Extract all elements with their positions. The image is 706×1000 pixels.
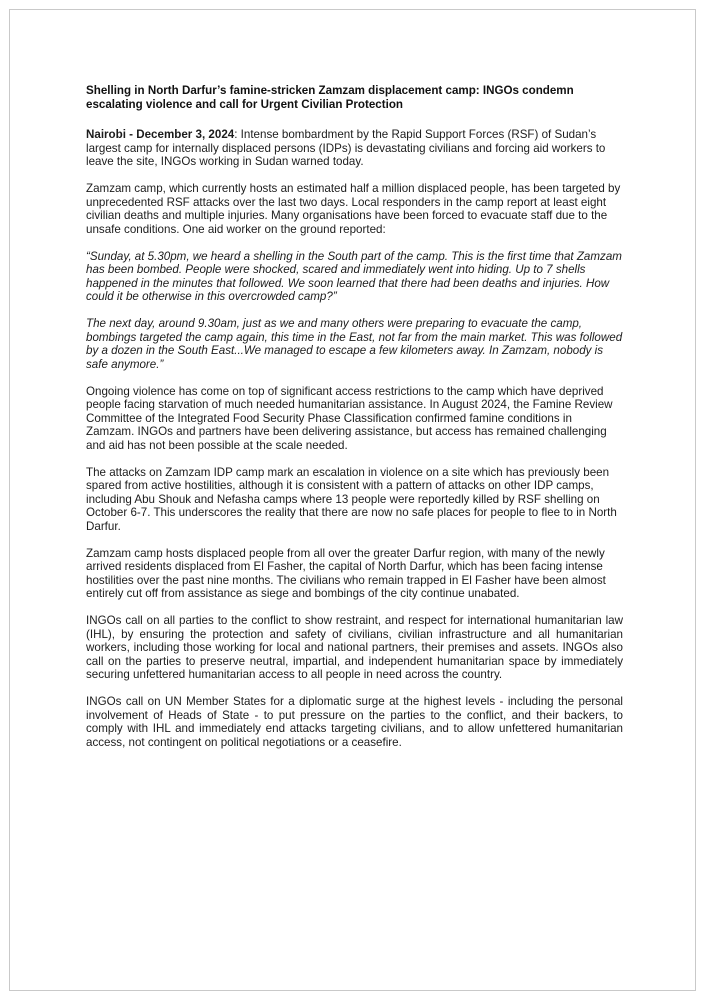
document-title: Shelling in North Darfur’s famine-stricken Zamzam displacement camp: INGOs condemn escalating violence and call for Urgent Civilian Protection [86, 84, 574, 111]
paragraph-access-restrictions: Ongoing violence has come on top of significant access restrictions to the camp which have deprived people facing starvation of much needed humanitarian assistance. In August 2024, the Famine Review Committee of the Integrated Food Security Phase Classification confirmed famine conditions in Zamzam. INGOs and partners have been delivering assistance, but access has remained challenging and aid has not been possible at the scale needed. [86, 384, 613, 452]
paragraph-call-on-un: INGOs call on UN Member States for a diplomatic surge at the highest levels - including the personal involvement of Heads of State - to put pressure on the parties to the conflict, and their backers, to comply with IHL and immediately end attacks targeting civilians, and to allow unfettered humanitarian access, not contingent on political negotiations or a ceasefire. [86, 695, 623, 749]
dateline-paragraph [86, 128, 623, 169]
paragraph-escalation: The attacks on Zamzam IDP camp mark an escalation in violence on a site which has previously been spared from active hostilities, although it is consistent with a pattern of attacks on other IDP camps, including Abu Shouk and Nefasha camps where 13 people were reportedly killed by RSF shelling on October 6-7. This underscores the reality that there are now no safe places for people to flee to in North Darfur. [86, 465, 617, 533]
dateline: Nairobi - December 3, 2024 [86, 128, 235, 141]
dateline-rest: : Intense bombardment by the Rapid Support Forces (RSF) of Sudan’s largest camp for internally displaced persons (IDPs) is devastating civilians and forcing aid workers to leave the site, INGOs working in Sudan warned today. [86, 128, 606, 168]
press-release-body [86, 84, 623, 763]
paragraph-call-on-parties: INGOs call on all parties to the conflict to show restraint, and respect for international humanitarian law (IHL), by ensuring the protection and safety of civilians, civilian infrastructure and all humanitarian workers, including those working for local and national partners, their premises and assets. INGOs also call on the parties to preserve neutral, impartial, and independent humanitarian space by immediately securing unfettered humanitarian access to all people in need across the country. [86, 614, 623, 681]
paragraph-camp-hosts: Zamzam camp hosts displaced people from all over the greater Darfur region, with many of the newly arrived residents displaced from El Fasher, the capital of North Darfur, which has been facing intense hostilities over the past nine months. The civilians who remain trapped in El Fasher have been almost entirely cut off from assistance as siege and bombings of the city continue unabated. [86, 546, 606, 600]
quote-paragraph-1: “Sunday, at 5.30pm, we heard a shelling in the South part of the camp. This is the first time that Zamzam has been bombed. People were shocked, scared and immediately went into hiding. Up to 7 shells happened in the minutes that followed. We soon learned that there had been deaths and injuries. How could it be otherwise in this overcrowded camp?” [86, 249, 622, 303]
quote-paragraph-2: The next day, around 9.30am, just as we and many others were preparing to evacuate the camp, bombings targeted the camp again, this time in the East, not far from the main market. This was followed by a dozen in the South East...We managed to escape a few kilometers away. In Zamzam, nobody is safe anymore.” [86, 317, 623, 371]
paragraph-camp-attack: Zamzam camp, which currently hosts an estimated half a million displaced people, has been targeted by unprecedented RSF attacks over the last two days. Local responders in the camp report at least eight civilian deaths and multiple injuries. Many organisations have been forced to evacuate staff due to the unsafe conditions. One aid worker on the ground reported: [86, 182, 621, 236]
